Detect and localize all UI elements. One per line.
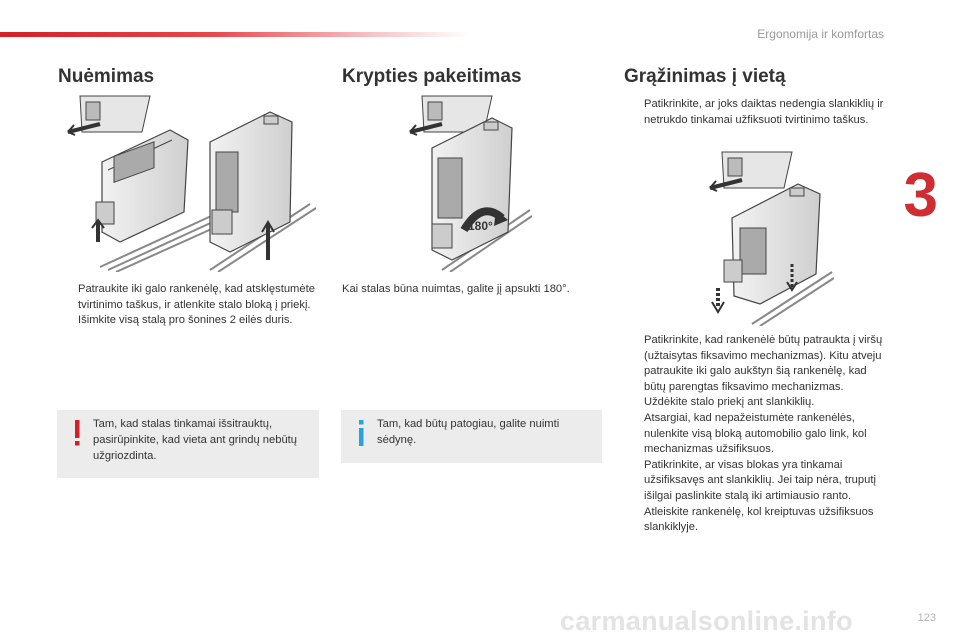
removal-steps bbox=[58, 282, 320, 329]
reinstall-illustration bbox=[702, 148, 834, 326]
list-item: Patikrinkite, ar joks daiktas nedengia slankiklių ir netrukdo tinkamai užfiksuoti tvirtinimo taškus. bbox=[644, 98, 884, 126]
reinstall-check-list bbox=[624, 97, 886, 128]
list-item: Patikrinkite, kad rankenėlė būtų patraukta į viršų (užtaisytas fiksavimo mechanizmas). Kitu atveju patraukite iki galo aukštyn šią rankenėlę, kad būtų parengtas fiksavimo mechanizmas. bbox=[644, 334, 883, 393]
rotation-label: 180° bbox=[468, 219, 493, 233]
list-item: Patraukite iki galo rankenėlę, kad atsklęstumėte tvirtinimo taškus, ir atlenkite stalo bloką į priekį. bbox=[78, 283, 315, 311]
section-title-reinstall: Grąžinimas į vietą bbox=[624, 66, 786, 87]
watermark: carmanualsonline.info bbox=[560, 606, 853, 636]
section-title-removal: Nuėmimas bbox=[58, 66, 155, 87]
chapter-accent-bar bbox=[0, 32, 470, 37]
page-number: 123 bbox=[917, 612, 936, 624]
direction-text: Kai stalas būna nuimtas, galite jį apsukti 180°. bbox=[342, 283, 570, 295]
info-box bbox=[341, 410, 602, 463]
removal-illustration bbox=[60, 92, 316, 272]
info-icon bbox=[356, 420, 366, 446]
reinstall-steps bbox=[624, 333, 886, 536]
list-item: Patikrinkite, ar visas blokas yra tinkamai užsifiksavęs ant slankiklių. Jei taip nėra, truputį išilgai paslinkite stalą iki artimiausio ranto. bbox=[644, 458, 876, 502]
list-item: Uždėkite stalo priekį ant slankiklių. bbox=[644, 396, 815, 409]
rotation-illustration bbox=[402, 92, 532, 272]
list-item: Išimkite visą stalą pro šonines 2 eilės duris. bbox=[78, 314, 293, 327]
warning-box bbox=[57, 410, 319, 478]
chapter-title: Ergonomija ir komfortas bbox=[757, 27, 884, 41]
chapter-number: 3 bbox=[903, 161, 938, 230]
list-item: Atleiskite rankenėlę, kol kreiptuvas užsifiksuos slankiklyje. bbox=[644, 505, 874, 534]
info-text: Tam, kad būtų patogiau, galite nuimti sėdynę. bbox=[377, 418, 560, 446]
exclamation-icon bbox=[72, 420, 82, 446]
list-item: Atsargiai, kad nepažeistumėte rankenėlės, nulenkite visą bloką automobilio galo link, kol mechanizmas užsifiksuos. bbox=[644, 411, 867, 456]
warning-text: Tam, kad stalas tinkamai išsitrauktų, pasirūpinkite, kad vieta ant grindų nebūtų užgriozdinta. bbox=[93, 418, 297, 462]
section-title-direction: Krypties pakeitimas bbox=[342, 66, 522, 87]
